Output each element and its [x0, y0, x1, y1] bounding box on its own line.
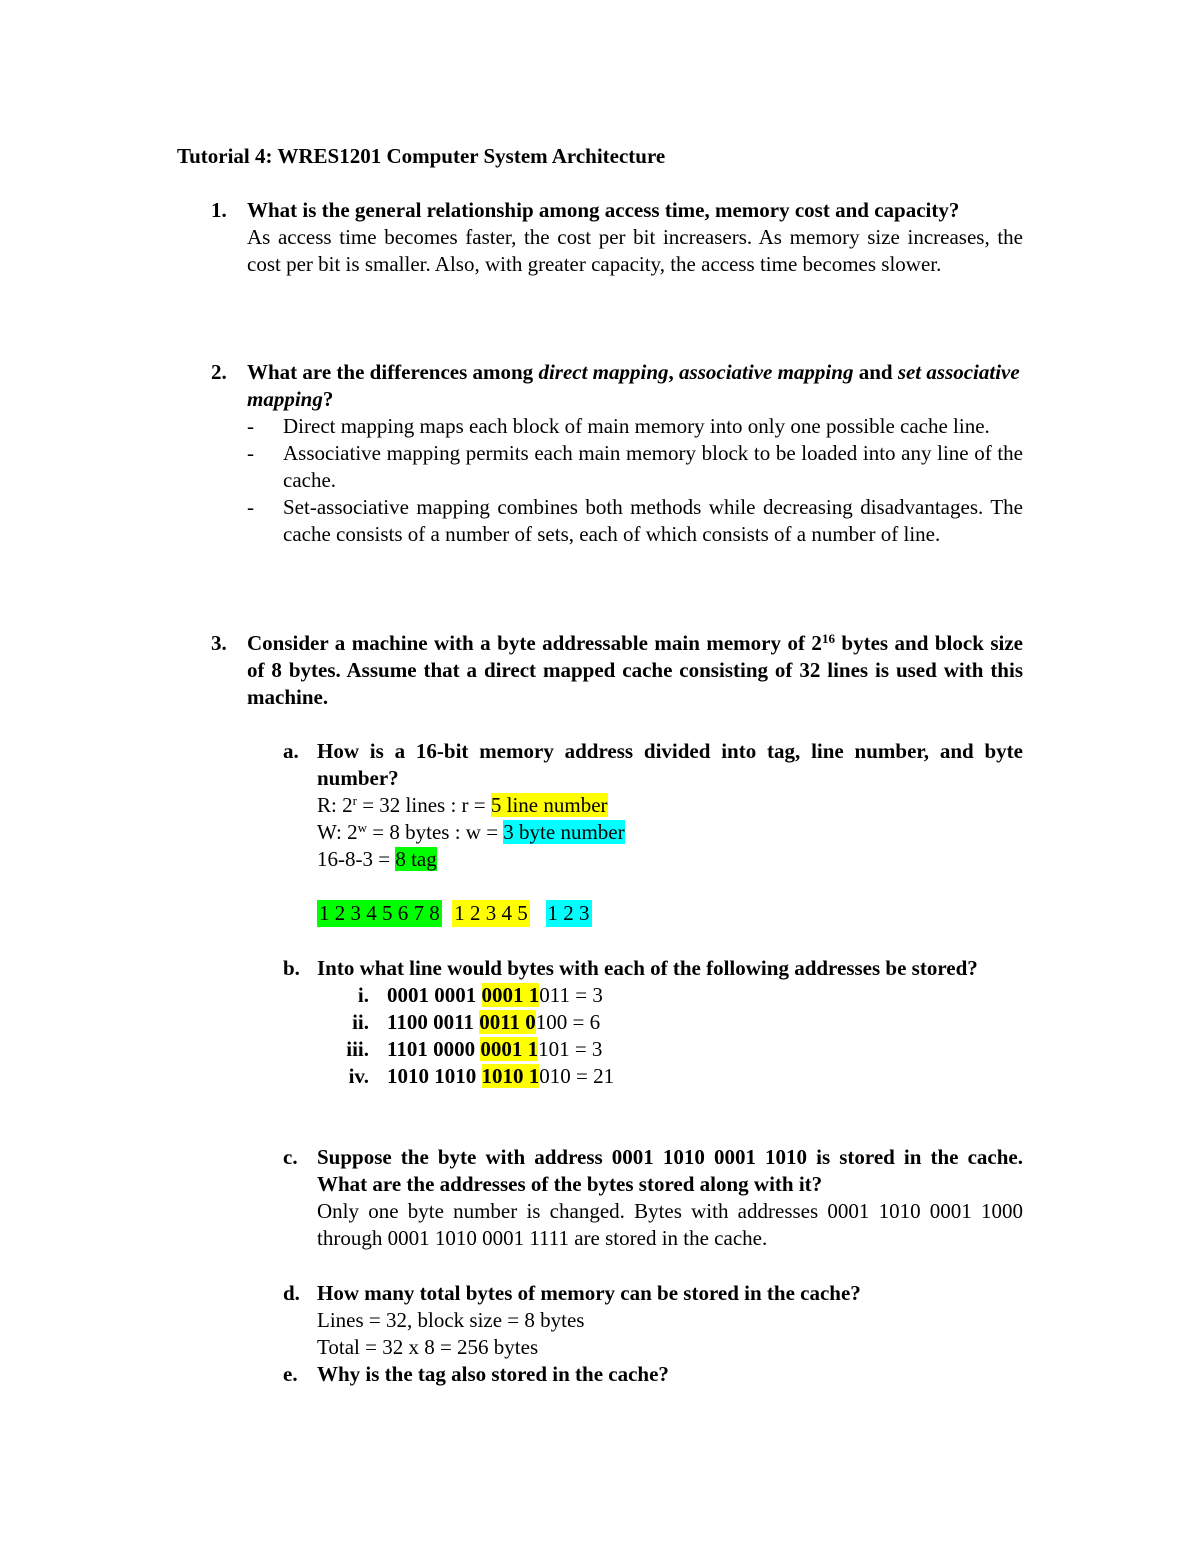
page-title: Tutorial 4: WRES1201 Computer System Architecture	[177, 144, 666, 168]
address-row: ii. 1100 0011 0011 0100 = 6	[352, 1010, 601, 1034]
byte-bits: 1 2 3	[547, 901, 590, 925]
answer-line-r: R: $2^r = 32$ lines : r = 5 line number	[317, 793, 608, 817]
address-row: i. 0001 0001 0001 1011 = 3	[357, 983, 603, 1007]
question-text: How is a 16-bit memory address divided into tag, line number, and byte number?	[317, 739, 1023, 790]
question-number: 1.	[211, 198, 227, 222]
question-number: 3.	[211, 631, 227, 655]
answer-text: Only one byte number is changed. Bytes with addresses 0001 1010 0001 1000 through 0001 1010 0001 1111 are stored in the cache.	[317, 1199, 1023, 1250]
subquestion-b	[247, 955, 1023, 1090]
list-item: - Associative mapping permits each main memory block to be loaded into any line of the cache.	[247, 441, 1023, 492]
list-item: - Set-associative mapping combines both methods while decreasing disadvantages. The cache consists of a number of sets, each of which consists of a number of line.	[247, 495, 1023, 546]
question-text: What is the general relationship among access time, memory cost and capacity?	[247, 198, 960, 222]
subquestion-a	[247, 738, 1023, 927]
term-direct-mapping: direct mapping	[538, 360, 669, 384]
highlight-line-number: 5 line number	[490, 793, 608, 817]
subquestion-e	[247, 1361, 1023, 1388]
address-row: iv. 1010 1010 1010 1010 = 21	[348, 1064, 615, 1088]
address-row: iii. 1101 0000 0001 1101 = 3	[346, 1037, 603, 1061]
question-text: What are the differences among direct mapping, associative mapping and set associative mapping?	[247, 360, 1020, 411]
term-associative-mapping: associative mapping	[679, 360, 854, 384]
answer-line-tag: 16-8-3 = 8 tag	[317, 847, 437, 871]
answer-list	[247, 413, 1023, 548]
question-1	[177, 197, 1023, 278]
answer-text: Total = 32 x 8 = 256 bytes	[317, 1335, 539, 1359]
question-3	[177, 630, 1023, 711]
question-text: Why is the tag also stored in the cache?	[317, 1362, 669, 1386]
highlight-tag: 8 tag	[395, 847, 437, 871]
subquestion-label: c.	[283, 1145, 298, 1169]
line-bits: 1 2 3 4 5	[454, 901, 528, 925]
question-text: Consider a machine with a byte addressable main memory of $2^{16}$ bytes and block size of 8 bytes. Assume that a direct mapped cache consisting of 32 lines is used with this machine.	[247, 631, 1024, 709]
question-text: How many total bytes of memory can be stored in the cache?	[317, 1281, 861, 1305]
subquestion-label: e.	[283, 1362, 298, 1386]
tag-bits: 1 2 3 4 5 6 7 8	[319, 901, 440, 925]
term-set-associative-mapping: set associative mapping	[247, 360, 1020, 411]
question-number: 2.	[211, 360, 227, 384]
question-text: Suppose the byte with address 0001 1010 0001 1010 is stored in the cache. What are the addresses of the bytes stored along with it?	[317, 1145, 1023, 1196]
subquestion-d	[247, 1280, 1023, 1361]
address-list	[317, 982, 1023, 1090]
list-item: - Direct mapping maps each block of main memory into only one possible cache line.	[247, 414, 990, 438]
answer-line-w: W: $2^w = 8$ bytes : w = 3 byte number	[317, 820, 625, 844]
answer-text: As access time becomes faster, the cost per bit increasers. As memory size increases, the cost per bit is smaller. Also, with greater capacity, the access time becomes slower.	[247, 225, 1023, 276]
address-bit-layout	[317, 900, 1023, 927]
subquestion-label: a.	[283, 739, 299, 763]
subquestion-label: d.	[283, 1281, 300, 1305]
subquestion-c	[247, 1144, 1023, 1252]
question-text: Into what line would bytes with each of the following addresses be stored?	[317, 956, 978, 980]
question-2	[177, 359, 1023, 548]
subquestion-label: b.	[283, 956, 300, 980]
answer-text: Lines = 32, block size = 8 bytes	[317, 1308, 585, 1332]
highlight-byte-number: 3 byte number	[503, 820, 625, 844]
